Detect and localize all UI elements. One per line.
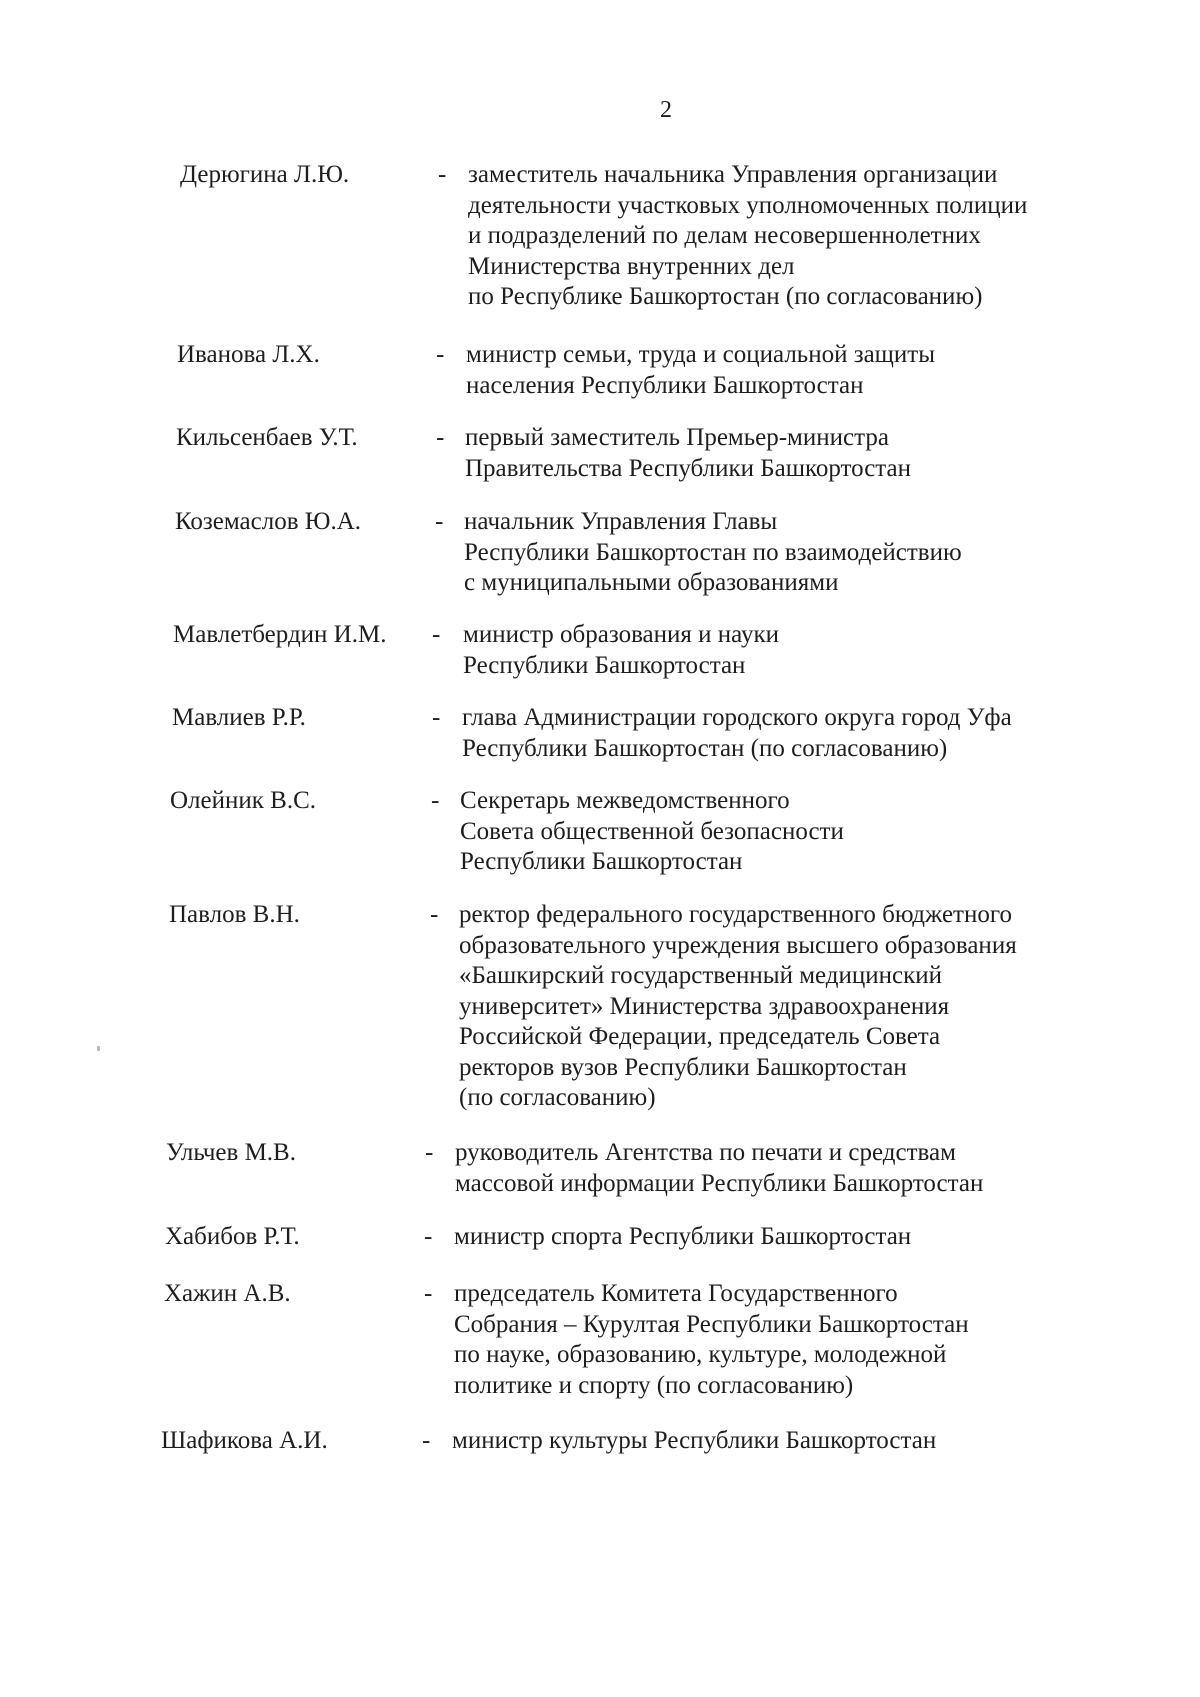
member-position-line: Российской Федерации, председатель Совета (459, 1023, 941, 1050)
member-name: Ульчев М.В. (166, 1139, 296, 1166)
member-dash: - (422, 1427, 431, 1454)
member-position-line: Республики Башкортостан (по согласованию) (462, 734, 948, 762)
member-name: Шафикова А.И. (161, 1427, 328, 1454)
member-position-line: Министерства внутренних дел (468, 252, 795, 280)
member-dash: - (438, 161, 447, 188)
member-position (454, 1222, 1074, 1253)
member-position-line: политике и спорту (по согласованию) (454, 1371, 854, 1399)
member-position-line: по науке, образованию, культуре, молодежной (454, 1341, 947, 1368)
member-position (452, 1426, 1072, 1457)
member-position (455, 1138, 1075, 1199)
member-name: Мавлиев Р.Р. (172, 704, 306, 731)
member-position (460, 786, 1080, 878)
member-position-line: Правительства Республики Башкортостан (465, 454, 912, 482)
member-position-line: по Республике Башкортостан (по согласованию) (468, 283, 983, 310)
member-dash: - (435, 508, 444, 535)
member-name: Иванова Л.Х. (177, 341, 320, 368)
member-position-line: Республики Башкортостан (463, 651, 746, 679)
member-name: Олейник В.С. (170, 787, 317, 814)
member-position (463, 620, 1083, 681)
member-dash: - (424, 1223, 433, 1250)
member-position (466, 340, 1086, 401)
page-number: 2 (660, 97, 672, 123)
member-position-line: министр спорта Республики Башкортостан (454, 1223, 912, 1250)
member-position-line: министр семьи, труда и социальной защиты (466, 341, 936, 368)
member-dash: - (424, 1280, 433, 1307)
member-position-line: министр образования и науки (463, 621, 780, 648)
member-dash: - (425, 1139, 434, 1166)
member-position (454, 1279, 1074, 1401)
member-position (459, 900, 1079, 1114)
member-position-line: Совета общественной безопасности (460, 817, 844, 845)
member-position-line: ректор федерального государственного бюджетного (459, 901, 1012, 928)
member-position (464, 507, 1084, 599)
member-name: Хабибов Р.Т. (165, 1223, 300, 1250)
scan-speck (97, 1046, 100, 1051)
member-dash: - (432, 621, 441, 648)
member-position-line: первый заместитель Премьер-министра (465, 424, 889, 451)
member-position-line: Собрания – Курултая Республики Башкортостан (454, 1310, 969, 1338)
member-name: Павлов В.Н. (169, 901, 300, 928)
member-position-line: массовой информации Республики Башкортостан (455, 1169, 984, 1197)
member-position-line: университет» Министерства здравоохранения (459, 992, 950, 1020)
member-name: Мавлетбердин И.М. (173, 621, 387, 648)
member-position-line: с муниципальными образованиями (464, 569, 839, 596)
member-position-line: руководитель Агентства по печати и средствам (455, 1139, 956, 1166)
member-name: Хажин А.В. (164, 1280, 291, 1307)
member-position-line: (по согласованию) (459, 1084, 656, 1111)
member-name: Дерюгина Л.Ю. (180, 161, 350, 188)
member-dash: - (436, 341, 445, 368)
member-position-line: Республики Башкортостан по взаимодействию (464, 538, 962, 566)
member-position (468, 160, 1088, 313)
member-position (465, 423, 1085, 484)
member-position-line: заместитель начальника Управления организации (468, 161, 998, 188)
member-position-line: и подразделений по делам несовершеннолетних (468, 222, 981, 249)
member-position-line: населения Республики Башкортостан (466, 371, 864, 399)
member-position (462, 703, 1082, 764)
member-position-line: глава Администрации городского округа город Уфа (462, 704, 1012, 731)
member-dash: - (432, 704, 441, 731)
member-dash: - (436, 424, 445, 451)
member-position-line: деятельности участковых уполномоченных полиции (468, 191, 1028, 219)
member-position-line: ректоров вузов Республики Башкортостан (459, 1053, 907, 1081)
member-position-line: образовательного учреждения высшего образования (459, 931, 1017, 959)
member-position-line: «Башкирский государственный медицинский (459, 962, 943, 989)
member-name: Коземаслов Ю.А. (175, 508, 362, 535)
member-position-line: Республики Башкортостан (460, 848, 743, 875)
member-dash: - (430, 901, 439, 928)
member-position-line: министр культуры Республики Башкортостан (452, 1427, 937, 1454)
member-dash: - (431, 787, 440, 814)
member-position-line: председатель Комитета Государственного (454, 1280, 898, 1307)
member-position-line: начальник Управления Главы (464, 508, 778, 535)
member-position-line: Секретарь межведомственного (460, 787, 790, 814)
member-name: Кильсенбаев У.Т. (176, 424, 358, 451)
